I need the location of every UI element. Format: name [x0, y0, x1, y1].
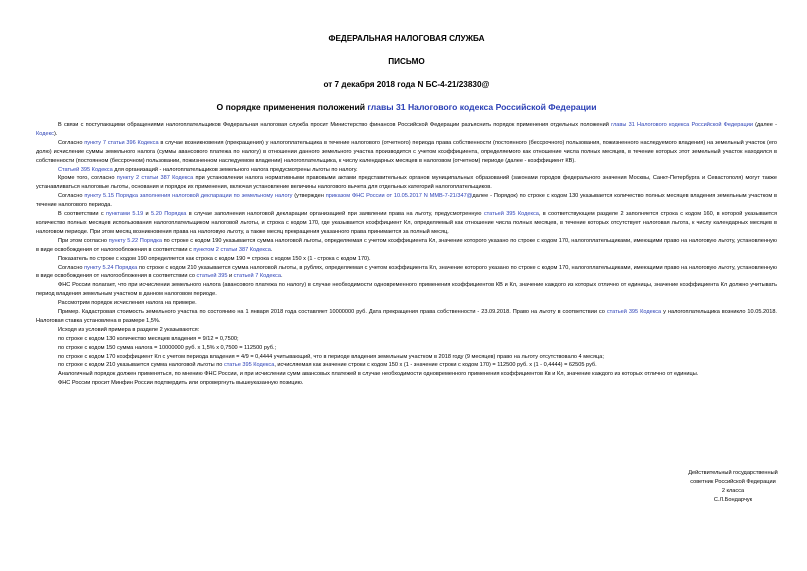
text: Кроме того, согласно	[58, 175, 117, 182]
link-art-395[interactable]: статье 395 Кодекса	[223, 362, 275, 369]
text: в случае заполнения налоговой декларации организацией при заявлении права на льготу, предусмотренную	[186, 211, 484, 218]
link-art-387[interactable]: пунктом 2 статьи 387 Кодекса	[193, 246, 271, 253]
text: Согласно	[58, 139, 85, 146]
signatory-name: С.Л.Бондарчук	[713, 497, 753, 503]
paragraph-15: по строке с кодом 150 сумма налога = 10000000 руб. х 1,5% х 0,7500 = 112500 руб.;	[58, 344, 277, 351]
paragraph-1	[36, 121, 777, 139]
text: (далее -	[752, 122, 777, 128]
text: и	[227, 273, 234, 280]
paragraph-4	[36, 174, 777, 192]
paragraph-10: ФНС России полагает, что при исчислении земельного налога (авансового платежа по налогу) в случае необходимости одновременного применения коэффициентов КВ и Кл, значение каждого из которых отлично от единицы, значение коэффициента Кл должно учитывать период владения земельным участком в данном налоговом периоде.	[36, 282, 777, 298]
text: .	[270, 246, 273, 253]
link-art-395[interactable]: Статьей 395 Кодекса	[58, 166, 113, 173]
paragraph-3	[36, 166, 777, 175]
paragraph-6	[36, 210, 777, 237]
link-art-395[interactable]: статьей 395	[196, 273, 228, 280]
signature-line-1: Действительный государственный	[688, 470, 778, 476]
paragraph-11: Рассмотрим порядок исчисления налога на примере.	[58, 300, 197, 307]
text: далее - Порядок) по строке с кодом 130 указывается количество полных месяцев владения земельным участком в течение налогового периода.	[36, 193, 778, 209]
doc-title	[36, 102, 777, 113]
paragraph-12	[36, 308, 777, 326]
paragraph-9	[36, 264, 777, 282]
link-chapter-31[interactable]: главы 31 Налогового кодекса Российской Федерации	[611, 122, 753, 128]
text: При этом согласно	[58, 237, 109, 244]
link-order[interactable]: приказом ФНС России от 10.05.2017 N ММВ-7-21/347@	[325, 193, 473, 200]
text: , исчисляемая как значение строки с кодом 150 х (1 - значение строки с кодом 170) = 112500 руб. х (1 - 0,4444) = 62505 руб.	[274, 362, 597, 369]
text: .	[280, 273, 283, 280]
link-code[interactable]: Кодекс	[36, 130, 54, 137]
text: и	[143, 211, 152, 218]
paragraph-14: по строке с кодом 130 количество месяцев владения = 9/12 = 0,7500;	[58, 335, 239, 342]
paragraph-13: Исходя из условий примера в разделе 2 указываются:	[58, 326, 200, 333]
paragraph-16: по строке с кодом 170 коэффициент Кл с учетом периода владения = 4/9 = 0,4444 учитывающий, что в периоде владения земельным участком в 2018 году (9 месяцев) право на льготу отсутствовало 4 месяца;	[58, 353, 604, 360]
link-art-387[interactable]: пункту 2 статьи 387 Кодекса	[116, 175, 194, 182]
text: Согласно	[58, 193, 85, 200]
paragraph-2	[36, 139, 777, 166]
link-art-396[interactable]: пункту 7 статьи 396 Кодекса	[84, 139, 159, 146]
text: (утвержден	[292, 193, 326, 200]
text: по строке с кодом 190 указывается сумма налоговой льготы, определяемая с учетом коэффициента Кл, значение которого указано по строке с кодом 170, налогоплательщиками, имеющими право на налоговую льготу, установленную в виде освобождения от налогообложения в соответствии с	[36, 237, 777, 253]
link-art-7[interactable]: статьей 7 Кодекса	[233, 273, 281, 280]
text: у налогоплательщика возникло 10.05.2018. Налоговая ставка установлена в размере 1,5%.	[36, 309, 777, 324]
link-art-395[interactable]: статьей 395 Кодекса	[483, 211, 539, 218]
signature-line-3: 2 класса	[721, 488, 745, 494]
link-p-5-24[interactable]: пункту 5.24 Порядка	[84, 264, 138, 271]
signature-line-2: советник Российской Федерации	[690, 479, 776, 485]
link-p-5-20[interactable]: 5.20 Порядка	[151, 211, 187, 218]
paragraph-7	[36, 237, 777, 255]
paragraph-19: ФНС России просит Минфин России подтвердить или опровергнуть вышеуказанную позицию.	[58, 380, 304, 387]
text: ).	[53, 130, 58, 137]
text: в случае возникновения (прекращения) у налогоплательщика в течение налогового (отчетного) периода права собственности (постоянного (бессрочного) пользования, пожизненного наследуемого владения) на земельный участок (его долю) исчисление суммы земельного налога (суммы авансового платежа по налогу) в отношении данного земельного участка производится с учетом коэффициента, определяемого как отношение числа полных месяцев, в течение которых этот земельный участок находился в собственности (постоянном (бессрочном) пользовании, пожизненном наследуемом владении) налогоплательщика, к числу календарных месяцев в налоговом (отчетном) периоде (далее - коэффициент КВ).	[36, 139, 777, 164]
doc-title-link[interactable]: главы 31 Налогового кодекса Российской Федерации	[367, 102, 597, 112]
signature-block	[673, 469, 793, 505]
link-art-395[interactable]: статьей 395 Кодекса	[606, 309, 662, 316]
paragraph-17	[36, 361, 777, 370]
text: для организаций - налогоплательщиков земельного налога предусмотрены льготы по налогу.	[112, 166, 358, 173]
letter-body	[36, 121, 777, 388]
paragraph-8: Показатель по строке с кодом 190 определяется как строка с кодом 190 = строка с кодом 150 х (1 - строка с кодом 170).	[58, 255, 371, 262]
link-p-5-22[interactable]: пункту 5.22 Порядка	[108, 237, 162, 244]
agency-name: ФЕДЕРАЛЬНАЯ НАЛОГОВАЯ СЛУЖБА	[328, 34, 485, 43]
doc-title-text: О порядке применения положений	[216, 102, 368, 112]
paragraph-18: Аналогичный порядок должен применяться, по мнению ФНС России, и при исчислении сумм авансовых платежей в случае необходимости одновременного применения коэффициентов Кв и Кл, значение каждого из которых отлично от единицы.	[58, 371, 699, 378]
text: по строке с кодом 210 указывается сумма налоговой льготы по	[58, 362, 224, 369]
text: Пример. Кадастровая стоимость земельного участка по состоянию на 1 января 2018 года составляет 10000000 руб. Дата прекращения права собственности - 23.09.2018. Право на льготу в соответствии со	[58, 309, 607, 316]
link-p-5-15[interactable]: пункту 5.15 Порядка заполнения налоговой декларации по земельному налогу	[84, 193, 293, 200]
text: , в соответствующем разделе 2 заполняется строка с кодом 160, в которой указывается количество полных месяцев использования налогоплательщиком налоговой льготы, и строка с кодом 170, где указывается коэффициент Кл, определяемый как отношение числа полных месяцев, в течение которых отсутствует налоговая льгота, к числу календарных месяцев в налоговом периоде. При этом месяц возникновения права на налоговую льготу, а также месяц прекращения указанного права принимается за полный месяц.	[36, 211, 778, 235]
text: при установлении налога нормативными правовыми актами представительных органов муниципальных образований (законами городов федерального значения Москвы, Санкт-Петербурга и Севастополя) могут также устанавливаться налоговые льготы, основания и порядок их применения, включая установление величины налогового вычета для отдельных категорий налогоплательщиков.	[36, 175, 778, 191]
text: В связи с поступающими обращениями налогоплательщиков Федеральная налоговая служба просит Министерство финансов Российской Федерации разъяснить порядок применения отдельных положений	[58, 122, 612, 128]
text: Согласно	[58, 264, 85, 271]
link-p-5-19[interactable]: пунктами 5.19	[105, 211, 144, 218]
text: В соответствии с	[58, 211, 106, 218]
doc-type: ПИСЬМО	[388, 57, 425, 66]
doc-date-number: от 7 декабря 2018 года N БС-4-21/23830@	[323, 80, 490, 89]
paragraph-5	[36, 192, 777, 210]
text: по строке с кодом 210 указывается сумма налоговой льготы, в рублях, определяемая с учетом коэффициента Кл, значение которого указано по строке с кодом 170, налогоплательщиками, имеющими право на налоговую льготу, установленную в виде освобождения от налогообложения в соответствии со	[36, 264, 777, 280]
